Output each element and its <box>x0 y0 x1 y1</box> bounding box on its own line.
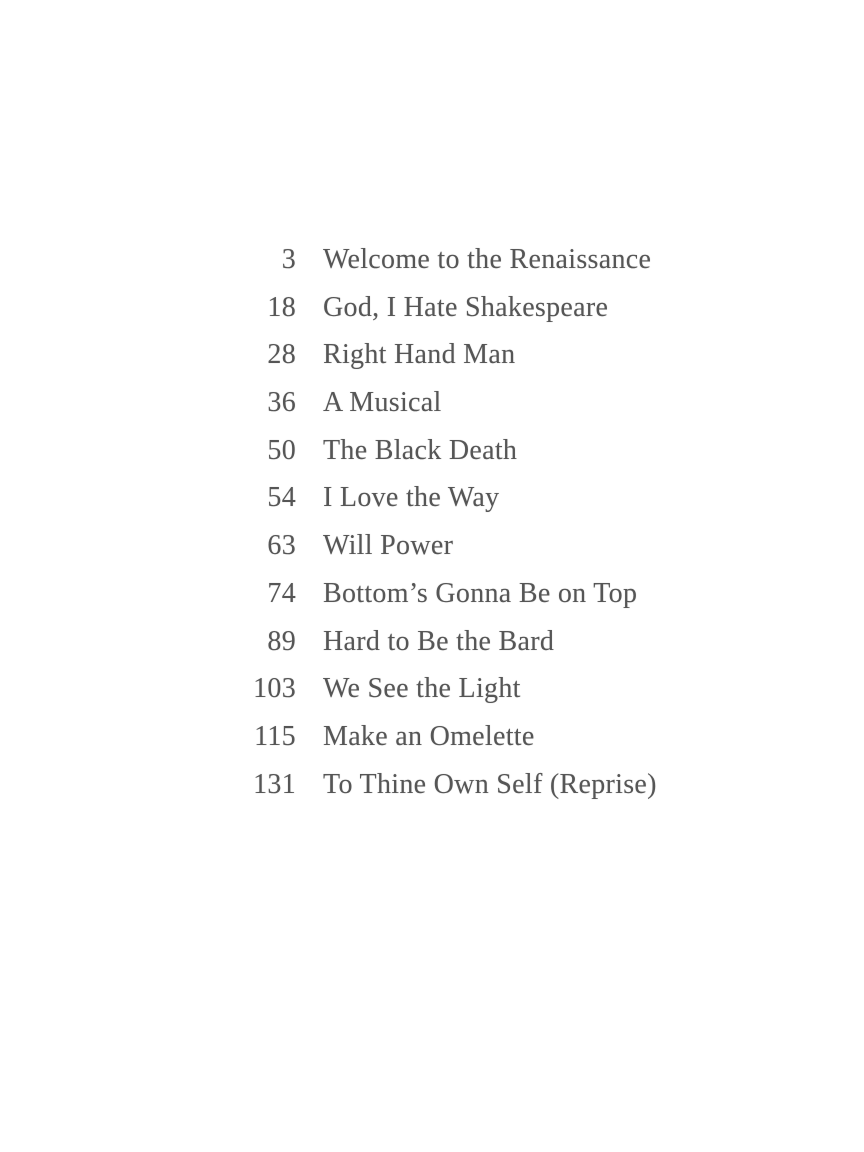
toc-row <box>232 625 657 676</box>
toc-page-number: 115 <box>254 720 296 752</box>
toc-song-title: Hard to Be the Bard <box>323 625 555 657</box>
toc-page-number: 63 <box>267 530 296 562</box>
toc-page-number: 36 <box>267 387 296 419</box>
toc-row <box>232 389 657 437</box>
toc-song-title: Right Hand Man <box>323 339 516 371</box>
toc-row <box>232 291 657 342</box>
toc-page-number: 131 <box>253 768 296 800</box>
toc-song-title: A Musical <box>323 387 442 419</box>
toc-page-number: 18 <box>267 291 296 323</box>
toc-row <box>232 246 657 294</box>
toc-row <box>232 675 657 723</box>
toc-page-number: 3 <box>281 244 296 275</box>
toc-row <box>232 434 657 485</box>
toc-song-title: Will Power <box>323 530 454 562</box>
toc-row <box>232 341 657 389</box>
toc-song-title: The Black Death <box>323 434 518 466</box>
toc-page-number: 54 <box>267 482 296 514</box>
toc-song-title: I Love the Way <box>323 482 500 514</box>
toc-song-title: God, I Hate Shakespeare <box>323 291 609 323</box>
toc-row <box>232 720 657 771</box>
toc-song-title: Welcome to the Renaissance <box>323 244 652 275</box>
toc-row <box>232 484 657 532</box>
toc-song-title: Make an Omelette <box>323 720 535 752</box>
toc-page-number: 103 <box>253 673 296 705</box>
toc-song-title: Bottom’s Gonna Be on Top <box>323 577 638 609</box>
toc-row <box>232 532 657 580</box>
toc-page-number: 89 <box>267 625 296 657</box>
toc-row <box>232 577 657 628</box>
toc-page-number: 50 <box>267 434 296 466</box>
toc-song-title: We See the Light <box>323 673 521 705</box>
toc-page-number: 28 <box>267 339 296 371</box>
toc-song-title: To Thine Own Self (Reprise) <box>323 768 657 800</box>
table-of-contents <box>232 246 657 818</box>
toc-page-number: 74 <box>267 577 296 609</box>
toc-row <box>232 768 657 819</box>
